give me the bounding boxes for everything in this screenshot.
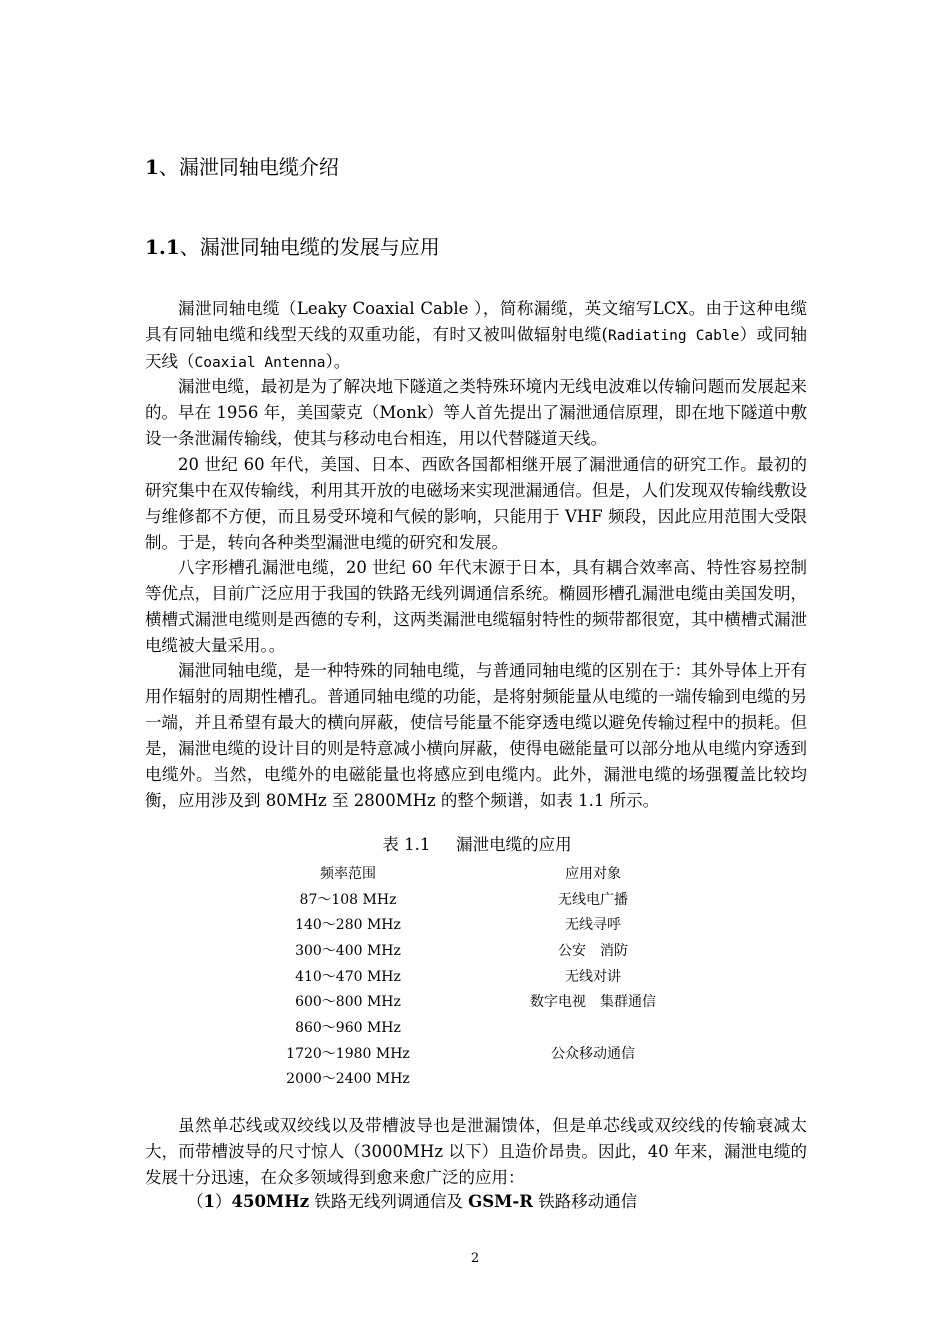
list-item-heading bbox=[187, 1189, 637, 1215]
section-heading bbox=[145, 153, 339, 181]
table-caption-label: 表 1.1 bbox=[382, 835, 431, 854]
list-number: 1 bbox=[203, 1192, 215, 1211]
table-cell-application bbox=[428, 1014, 758, 1040]
list-paren-open: （ bbox=[187, 1192, 204, 1211]
paragraph-intro bbox=[145, 296, 807, 376]
list-text: 铁路无线列调通信及 bbox=[309, 1192, 469, 1211]
section-title: 漏泄同轴电缆介绍 bbox=[178, 155, 339, 179]
table-cell-application: 公众移动通信 bbox=[551, 1045, 635, 1062]
table-row bbox=[268, 886, 758, 912]
table-row bbox=[268, 1040, 758, 1066]
paragraph-text: ）或同轴天线（ bbox=[145, 325, 807, 371]
table-cell-application: 数字电视 集群通信 bbox=[530, 994, 656, 1011]
table-row bbox=[268, 937, 758, 963]
table-cell-frequency: 300～400 MHz bbox=[295, 942, 401, 959]
table-cell-frequency: 140～280 MHz bbox=[295, 917, 401, 934]
table-cell-application bbox=[428, 1066, 758, 1092]
table-cell-application: 无线对讲 bbox=[565, 968, 621, 985]
term-coaxial-antenna: Coaxial Antenna bbox=[194, 355, 326, 371]
table-header-row bbox=[268, 860, 758, 886]
list-frequency: 450MHz bbox=[231, 1192, 310, 1211]
table-cell-application: 无线电广播 bbox=[558, 891, 628, 908]
section-number: 1 bbox=[145, 155, 159, 179]
paragraph-principle: 漏泄同轴电缆，是一种特殊的同轴电缆，与普通同轴电缆的区别在于：其外导体上开有用作辐射的周期性槽孔。普通同轴电缆的功能，是将射频能量从电缆的一端传输到电缆的另一端，并且希望有最大的横向屏蔽，使信号能量不能穿透电缆以避免传输过程中的损耗。但是，漏泄电缆的设计目的则是特意减小横向屏蔽，使得电磁能量可以部分地从电缆内穿透到电缆外。当然，电缆外的电磁能量也将感应到电缆内。此外，漏泄电缆的场强覆盖比较均衡，应用涉及到 80MHz 至 2800MHz 的整个频谱，如表 1.1 所示。 bbox=[145, 661, 807, 810]
table-row bbox=[268, 1014, 758, 1040]
table-cell-frequency: 410～470 MHz bbox=[295, 968, 401, 985]
paragraph-origin: 漏泄电缆，最初是为了解决地下隧道之类特殊环境内无线电波难以传输问题而发展起来的。早在 1956 年，美国蒙克（Monk）等人首先提出了漏泄通信原理，即在地下隧道中敷设一条泄漏传输线，使其与移动电台相连，用以代替隧道天线。 bbox=[145, 377, 807, 448]
section-separator: 、 bbox=[158, 155, 179, 179]
paragraph-history: 20 世纪 60 年代，美国、日本、西欧各国都相继开展了漏泄通信的研究工作。最初的研究集中在双传输线，利用其开放的电磁场来实现泄漏通信。但是，人们发现双传输线敷设与维修都不方便，而且易受环境和气候的影响，只能用于 VHF 频段，因此应用范围大受限制。于是，转向各种类型漏泄电缆的研究和发展。 bbox=[145, 455, 807, 552]
paragraph-feeder-comparison: 虽然单芯线或双绞线以及带槽波导也是泄漏馈体，但是单芯线或双绞线的传输衰减太大，而带槽波导的尺寸惊人（3000MHz 以下）且造价昂贵。因此，40 年来，漏泄电缆的发展十分迅速，在众多领域得到愈来愈广泛的应用： bbox=[145, 1116, 807, 1187]
table-caption-title: 漏泄电缆的应用 bbox=[456, 835, 572, 854]
table-cell-application: 无线寻呼 bbox=[565, 917, 621, 934]
page-number: 2 bbox=[470, 1251, 480, 1266]
subsection-number: 1.1 bbox=[145, 235, 180, 259]
list-gsm-r: GSM-R bbox=[468, 1192, 533, 1211]
list-paren-close: ） bbox=[214, 1192, 232, 1211]
subsection-separator: 、 bbox=[179, 235, 200, 259]
subsection-title: 漏泄同轴电缆的发展与应用 bbox=[199, 235, 440, 259]
table-row bbox=[268, 963, 758, 989]
table-header-application: 应用对象 bbox=[565, 865, 621, 882]
table-row bbox=[268, 988, 758, 1014]
paragraph-slot-types: 八字形槽孔漏泄电缆，20 世纪 60 年代末源于日本，具有耦合效率高、特性容易控制等优点，目前广泛应用于我国的铁路无线列调通信系统。椭圆形槽孔漏泄电缆由美国发明，横槽式漏泄电缆则是西德的专利，这两类漏泄电缆辐射特性的频带都很宽，其中横槽式漏泄电缆被大量采用。。 bbox=[145, 558, 807, 655]
table-row bbox=[268, 1066, 758, 1092]
table-cell-frequency: 87～108 MHz bbox=[299, 891, 397, 908]
table-cell-frequency: 2000～2400 MHz bbox=[286, 1071, 410, 1088]
table-cell-frequency: 600～800 MHz bbox=[295, 994, 401, 1011]
table-caption bbox=[0, 833, 950, 857]
table-cell-frequency: 1720～1980 MHz bbox=[286, 1045, 410, 1062]
list-text: 铁路移动通信 bbox=[533, 1192, 638, 1211]
application-table bbox=[268, 860, 758, 1091]
table-cell-application: 公安 消防 bbox=[558, 942, 628, 959]
table-cell-frequency: 860～960 MHz bbox=[295, 1019, 401, 1036]
table-row bbox=[268, 911, 758, 937]
paragraph-text: 漏泄同轴电缆（Leaky Coaxial Cable ），简称漏缆，英文缩写LCX。由于这种电缆具有同轴电缆和线型天线的双重功能，有时又被叫做辐射电缆( bbox=[145, 299, 807, 344]
paragraph-text: ）。 bbox=[325, 352, 351, 371]
table-header-frequency: 频率范围 bbox=[320, 865, 376, 882]
term-radiating-cable: Radiating Cable bbox=[608, 328, 740, 344]
subsection-heading bbox=[145, 233, 440, 261]
